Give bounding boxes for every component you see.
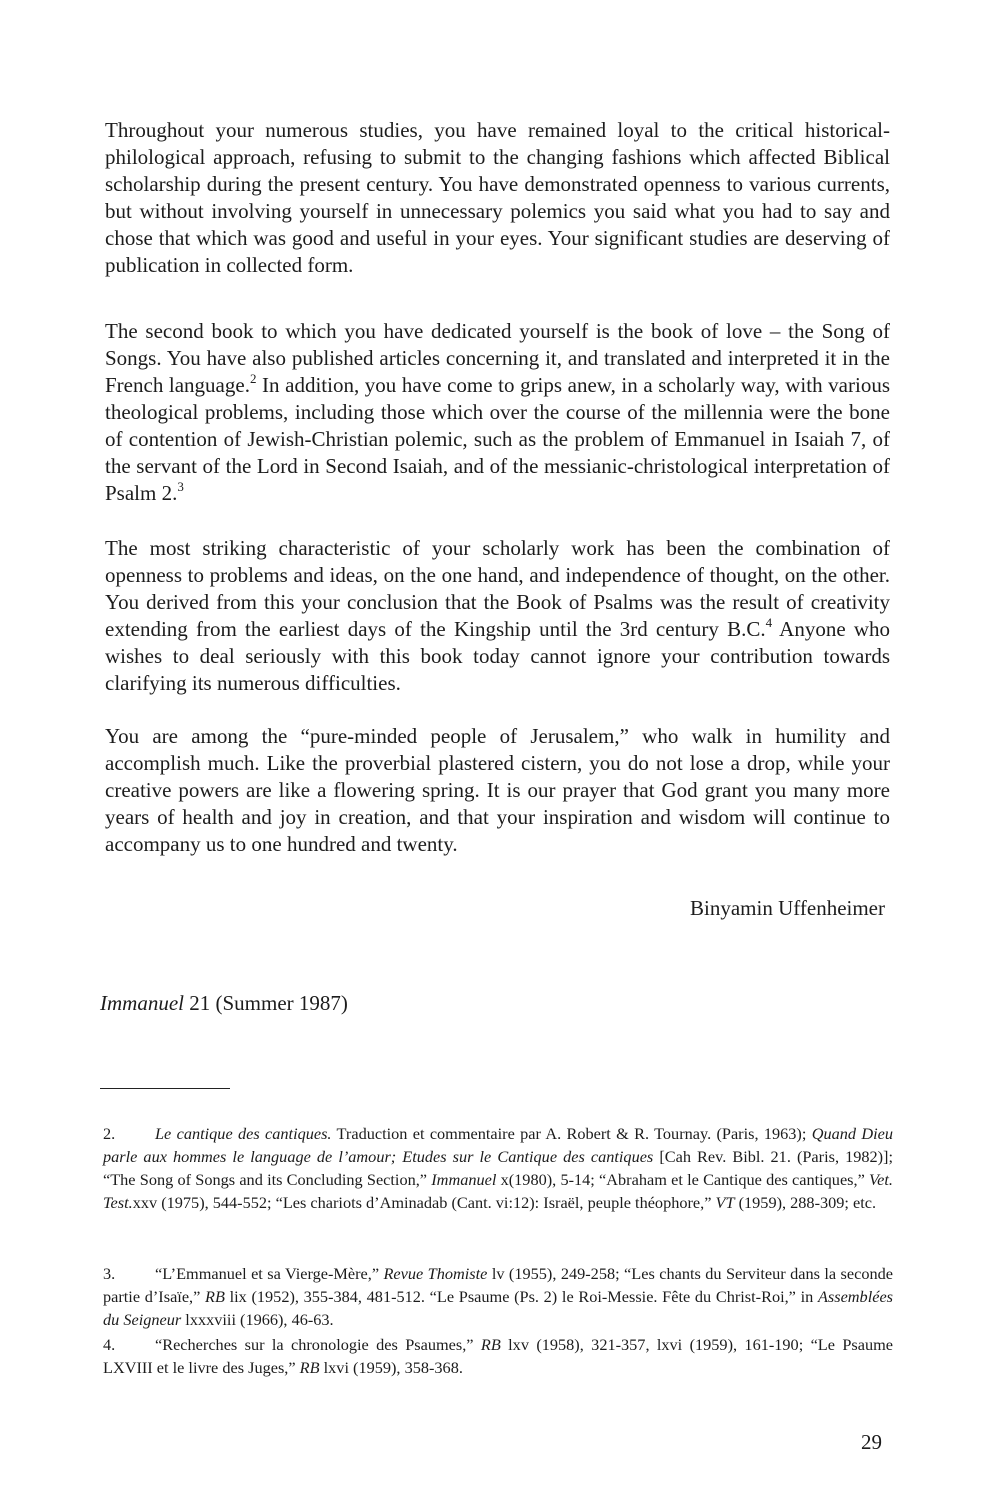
footnote-run: lxxxviii (1966), 46-63.: [181, 1310, 334, 1329]
footnote-ref-4[interactable]: 4: [765, 614, 773, 630]
body-paragraph-4: You are among the “pure-minded people of Jerusalem,” who walk in humility and accomplish much. Like the proverbial plastered cistern, you do not lose a drop, while your creative powers are like a flowering spring. It is our prayer that God grant you many more years of health and joy in creation, and that your inspiration and wisdom will continue to accompany us to one hundred and twenty.: [105, 724, 890, 856]
italic-title: RB: [480, 1335, 501, 1354]
italic-title: Revue Thomiste: [383, 1264, 488, 1283]
author-signature: Binyamin Uffenheimer: [690, 896, 885, 920]
footnote-3: [103, 1262, 893, 1331]
footnote-text: [103, 1335, 893, 1377]
footnote-text: [103, 1264, 893, 1329]
paragraph-text: In addition, you have come to grips anew, in a scholarly way, with various theological problems, including those which over the course of the millennia were the bone of contention of Jewish-Christian polemic, such as the problem of Emmanuel in Isaiah 7, of the servant of the Lord in Second Isaiah, and of the messianic-christological interpretation of Psalm 2.: [105, 373, 890, 505]
italic-title: VT: [715, 1193, 735, 1212]
footnote-2: [103, 1122, 893, 1214]
footnote-number: 2.: [103, 1124, 116, 1143]
footnote-ref-3[interactable]: 3: [177, 478, 184, 494]
footnote-run: (1959), 288-309; etc.: [734, 1193, 877, 1212]
italic-title: Le cantique des cantiques.: [155, 1124, 332, 1143]
footnote-run: lv (1955), 249-258; “Les chants du Serviteur dans la seconde partie d’Isaïe,”: [103, 1264, 893, 1306]
footnote-run: lix (1952), 355-384, 481-512. “Le Psaume (Ps. 2) le Roi-Messie. Fête du Christ-Roi,” in: [224, 1287, 818, 1306]
paragraph-text: Anyone who wishes to deal seriously with this book today cannot ignore your contribution towards clarifying its numerous difficulties.: [105, 617, 890, 695]
footnote-run: Traduction et commentaire par A. Robert & R. Tournay. (Paris, 1963);: [331, 1124, 812, 1143]
issue-info: 21 (Summer 1987): [183, 991, 348, 1015]
footnote-run: lxvi (1959), 358-368.: [319, 1358, 463, 1377]
italic-title: RB: [299, 1358, 320, 1377]
source-citation: [100, 990, 348, 1017]
footnote-number: 4.: [103, 1335, 116, 1354]
footnote-number: 3.: [103, 1264, 116, 1283]
footnote-run: “L’Emmanuel et sa Vierge-Mère,”: [155, 1264, 384, 1283]
footnote-run: “Recherches sur la chronologie des Psaumes,”: [155, 1335, 481, 1354]
italic-title: Vet. Test.: [103, 1170, 894, 1212]
footnote-ref-2[interactable]: 2: [249, 370, 257, 386]
paragraph-text: The most striking characteristic of your scholarly work has been the combination of openness to problems and ideas, on the one hand, and independence of thought, on the other. You derived from this your conclusion that the Book of Psalms was the result of creativity extending from the earliest days of the Kingship until the 3rd century B.C.: [105, 536, 890, 641]
footnote-separator: [100, 1088, 230, 1089]
body-paragraph-1: Throughout your numerous studies, you have remained loyal to the critical historical-philological approach, refusing to submit to the changing fashions which affected Biblical scholarship during the present century. You have demonstrated openness to various currents, but without involving yourself in unnecessary polemics you said what you had to say and chose that which was good and useful in your eyes. Your significant studies are deserving of publication in collected form.: [105, 118, 890, 277]
footnote-run: xxv (1975), 544-552; “Les chariots d’Aminadab (Cant. vi:12): Israël, peuple théophore,”: [132, 1193, 716, 1212]
footnote-run: lxv (1958), 321-357, lxvi (1959), 161-190; “Le Psaume LXVIII et le livre des Juges,”: [103, 1335, 894, 1377]
paragraph-text: The second book to which you have dedicated yourself is the book of love – the Song of Songs. You have also published articles concerning it, and translated and interpreted it in the French language.: [105, 319, 890, 397]
footnote-4: [103, 1333, 893, 1379]
italic-title: RB: [205, 1287, 225, 1306]
page-number: 29: [861, 1430, 882, 1454]
italic-title: Immanuel: [431, 1170, 497, 1189]
body-paragraph-2: [105, 318, 890, 507]
footnote-run: x(1980), 5-14; “Abraham et le Cantique des cantiques,”: [496, 1170, 870, 1189]
footnote-run: [Cah Rev. Bibl. 21. (Paris, 1982)]; “The Song of Songs and its Concluding Section,”: [103, 1147, 894, 1189]
italic-title: Assemblées du Seigneur: [103, 1287, 894, 1329]
footnote-text: [103, 1124, 893, 1212]
italic-title: Quand Dieu parle aux hommes le language de l’amour; Etudes sur le Cantique des cantiques: [103, 1124, 893, 1166]
journal-name: Immanuel: [100, 991, 184, 1015]
body-paragraph-3: [105, 535, 890, 697]
